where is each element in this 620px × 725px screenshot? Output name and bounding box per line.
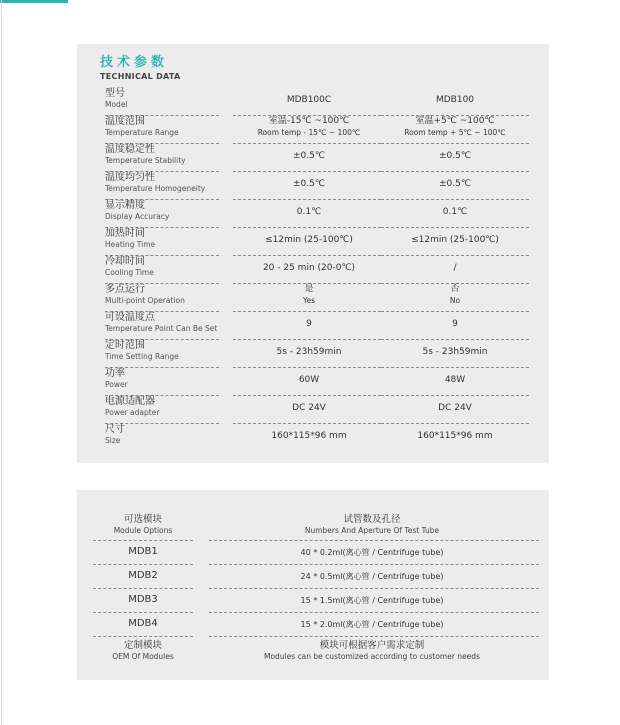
value-mdb100c: 60W (298, 375, 320, 385)
label-cn: 温度范围 (105, 116, 145, 127)
header-cn: 可选模块 (123, 514, 162, 525)
label-en: Multi-point Operation (105, 296, 185, 305)
label-en: Model (105, 100, 128, 109)
value-mdb100c: DC 24V (292, 403, 326, 413)
value-mdb100: ±0.5℃ (439, 179, 471, 189)
label-en: Power (105, 380, 128, 389)
row-label (105, 340, 179, 361)
spec-row-temperature-homogeneity (77, 172, 549, 200)
spec-row-size (77, 424, 549, 452)
spec-row-power-adapter (77, 396, 549, 424)
value-mdb100c: ±0.5℃ (293, 179, 325, 189)
label-en: Heating Time (105, 240, 156, 249)
label-cn: 可设温度点 (105, 312, 155, 323)
label-cn: 型号 (105, 88, 125, 99)
label-cn: 定时范围 (105, 340, 145, 351)
value-mdb100c (234, 284, 384, 306)
spec-row-model (77, 88, 549, 116)
label-cn: 温度稳定性 (105, 144, 155, 155)
label-en: Temperature Point Can Be Set (105, 324, 218, 333)
label-en: Temperature Range (105, 128, 179, 137)
value-mdb100c (234, 116, 384, 138)
value-en: No (449, 296, 461, 305)
row-divider (209, 612, 539, 613)
label-cn: 冷却时间 (105, 256, 145, 267)
row-label (105, 368, 128, 389)
label-en: Display Accuracy (105, 212, 170, 221)
row-divider (209, 540, 539, 541)
spec-row-display-accuracy (77, 200, 549, 228)
header-tube-numbers (207, 514, 537, 536)
value-mdb100: 0.1℃ (442, 207, 468, 217)
module-options-panel (77, 490, 549, 680)
value-mdb100c: 9 (306, 319, 312, 329)
value-mdb100: ≤12min (25-100℃) (411, 235, 499, 245)
label-cn: 显示精度 (105, 200, 145, 211)
top-accent-bar (0, 0, 68, 3)
value-cn: 室温-15℃ ~100℃ (268, 116, 350, 126)
value-mdb100c: 20 - 25 min (20-0℃) (262, 263, 356, 273)
oem-modules-description (207, 640, 537, 662)
value-mdb100: 160*115*96 mm (417, 431, 493, 441)
value-en: Room temp + 5℃ ~ 100℃ (404, 128, 506, 137)
oem-desc-en: Modules can be customized according to customer needs (264, 652, 480, 661)
spec-row-heating-time (77, 228, 549, 256)
value-mdb100: / (453, 263, 457, 273)
spec-row-temperature-stability (77, 144, 549, 172)
technical-data-heading (100, 55, 181, 82)
value-en: Yes (302, 296, 316, 305)
label-cn: 温度均匀性 (105, 172, 155, 183)
module-value: 15 * 1.5ml(离心管 / Centrifuge tube) (300, 596, 444, 605)
value-mdb100c: 5s - 23h59min (276, 347, 342, 357)
technical-data-panel (77, 44, 549, 463)
module-row-mdb4 (77, 612, 549, 636)
heading-cn: 技术参数 (100, 55, 169, 70)
label-en: Power adapter (105, 408, 160, 417)
label-cn: 多点运行 (105, 284, 145, 295)
row-divider (93, 588, 193, 589)
value-mdb100 (380, 284, 530, 306)
spec-row-temperature-range (77, 116, 549, 144)
label-cn: 功率 (105, 368, 125, 379)
label-cn: 尺寸 (105, 424, 125, 435)
spec-row-multi-point-operation (77, 284, 549, 312)
value-mdb100: 9 (452, 319, 458, 329)
value-cn: 否 (450, 284, 460, 294)
label-en: Temperature Homogeneity (105, 184, 206, 193)
value-mdb100c: ≤12min (25-100℃) (265, 235, 353, 245)
value-mdb100: DC 24V (438, 403, 472, 413)
row-label (105, 200, 169, 221)
value-mdb100 (380, 116, 530, 138)
header-cn: 试管数及孔径 (343, 514, 401, 525)
value-mdb100c: 0.1℃ (296, 207, 322, 217)
module-name: MDB1 (128, 546, 158, 557)
module-name: MDB3 (128, 594, 158, 605)
row-label (105, 144, 186, 165)
label-en: Temperature Stability (105, 156, 186, 165)
value-mdb100: 48W (444, 375, 466, 385)
label-cn: 电源适配器 (105, 396, 155, 407)
row-divider (93, 564, 193, 565)
row-label (105, 88, 128, 109)
oem-desc-cn: 模块可根据客户需求定制 (319, 640, 425, 651)
value-mdb100c: 160*115*96 mm (271, 431, 347, 441)
row-label (105, 256, 154, 277)
module-value: 15 * 2.0ml(离心管 / Centrifuge tube) (300, 620, 444, 629)
page-edge-line (1, 0, 2, 725)
label-en: Size (105, 436, 121, 445)
heading-en: TECHNICAL DATA (100, 72, 181, 81)
row-divider (209, 636, 539, 637)
label-cn: 加热时间 (105, 228, 145, 239)
module-value: 40 * 0.2ml(离心管 / Centrifuge tube) (300, 548, 444, 557)
value-cn: 是 (304, 284, 314, 294)
module-name: MDB2 (128, 570, 158, 581)
value-mdb100: ±0.5℃ (439, 151, 471, 161)
spec-row-power (77, 368, 549, 396)
header-module-options (93, 514, 193, 536)
value-mdb100: 5s - 23h59min (422, 347, 488, 357)
module-row-mdb3 (77, 588, 549, 612)
module-row-mdb2 (77, 564, 549, 588)
module-value: 24 * 0.5ml(离心管 / Centrifuge tube) (300, 572, 444, 581)
spec-row-time-setting-range (77, 340, 549, 368)
value-mdb100c: ±0.5℃ (293, 151, 325, 161)
module-table-header (77, 514, 549, 540)
value-mdb100c: MDB100C (286, 95, 332, 105)
value-mdb100: MDB100 (435, 95, 475, 105)
spec-row-temperature-points (77, 312, 549, 340)
spec-row-cooling-time (77, 256, 549, 284)
row-label (105, 116, 179, 137)
value-en: Room temp - 15℃ ~ 100℃ (257, 128, 361, 137)
row-divider (209, 588, 539, 589)
row-divider (209, 564, 539, 565)
label-en: Time Setting Range (105, 352, 179, 361)
row-label (105, 396, 159, 417)
row-label (105, 284, 185, 305)
row-divider (93, 540, 193, 541)
row-label (105, 312, 217, 333)
module-row-oem (77, 640, 549, 670)
oem-en: OEM Of Modules (112, 652, 174, 661)
header-en: Module Options (113, 526, 173, 535)
row-divider (93, 612, 193, 613)
value-cn: 室温+5℃ ~100℃ (415, 116, 495, 126)
module-name: MDB4 (128, 618, 158, 629)
header-en: Numbers And Aperture Of Test Tube (304, 526, 440, 535)
row-label (105, 228, 155, 249)
row-divider (93, 636, 193, 637)
row-label (105, 172, 205, 193)
module-row-mdb1 (77, 540, 549, 564)
oem-cn: 定制模块 (123, 640, 162, 651)
label-en: Cooling Time (105, 268, 154, 277)
oem-modules-label (93, 640, 193, 662)
row-label (105, 424, 125, 445)
